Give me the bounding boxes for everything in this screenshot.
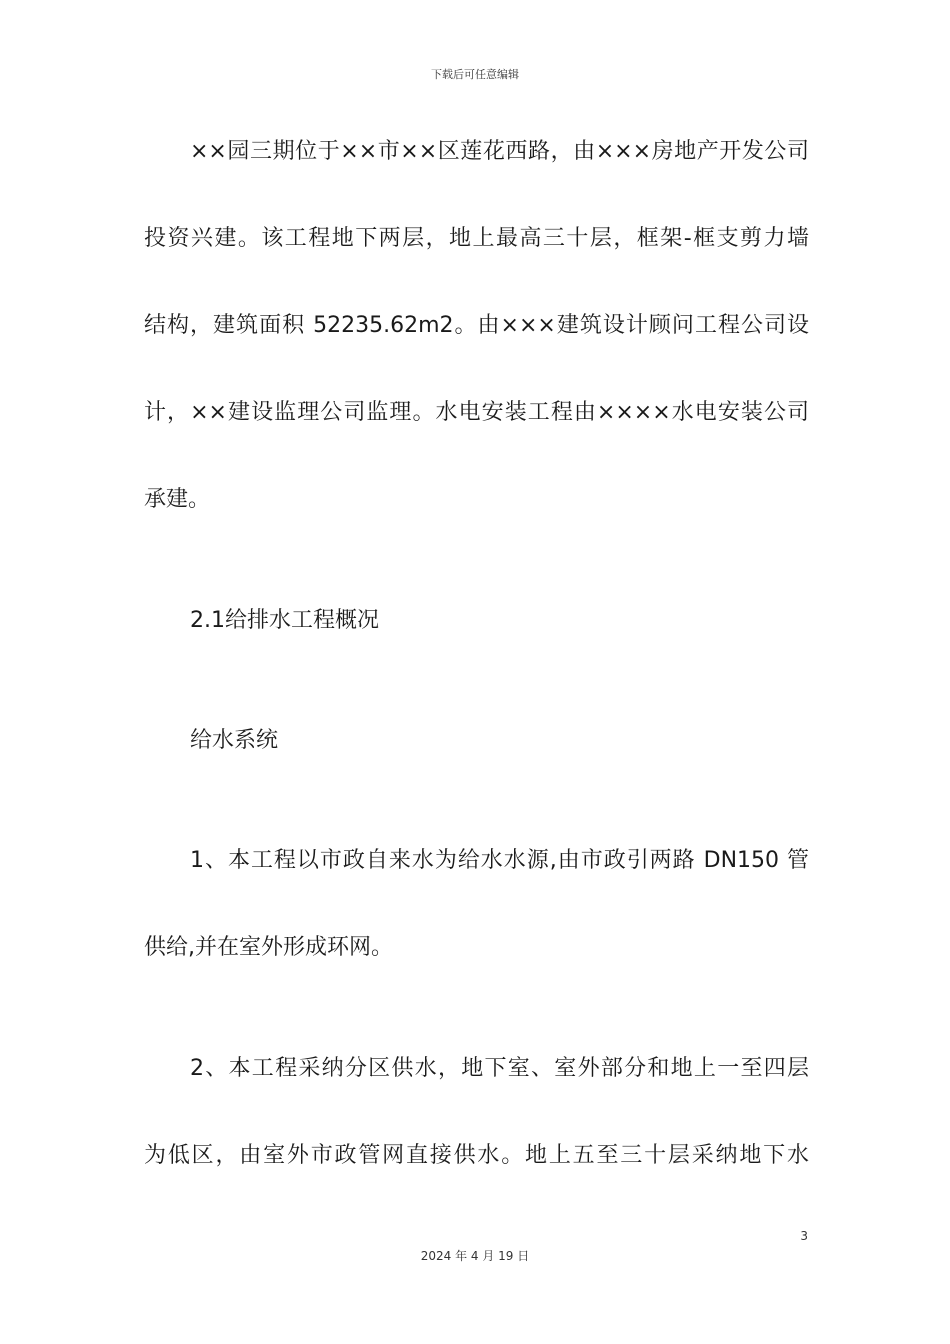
paragraph-line: 计，××建设监理公司监理。水电安装工程由××××水电安装公司	[144, 400, 809, 425]
paragraph-line: 2、本工程采纳分区供水，地下室、室外部分和地上一至四层	[190, 1056, 809, 1081]
paragraph-line: 投资兴建。该工程地下两层，地上最高三十层，框架-框支剪力墙	[144, 226, 809, 251]
section-heading: 2.1给排水工程概况	[190, 608, 379, 633]
paragraph-line: 承建。	[144, 487, 211, 512]
subsection-heading: 给水系统	[190, 728, 279, 753]
page-header: 下载后可任意编辑	[431, 68, 519, 81]
page-number: 3	[800, 1229, 808, 1243]
paragraph-line: 结构，建筑面积 52235.62m2。由×××建筑设计顾问工程公司设	[144, 313, 809, 338]
page-footer-date: 2024 年 4 月 19 日	[420, 1249, 530, 1263]
paragraph-line: ××园三期位于××市××区莲花西路，由×××房地产开发公司	[190, 139, 809, 164]
paragraph-line: 为低区，由室外市政管网直接供水。地上五至三十层采纳地下水	[144, 1143, 809, 1168]
paragraph-line: 1、本工程以市政自来水为给水水源,由市政引两路 DN150 管	[190, 848, 809, 873]
paragraph-line: 供给,并在室外形成环网。	[144, 935, 393, 960]
